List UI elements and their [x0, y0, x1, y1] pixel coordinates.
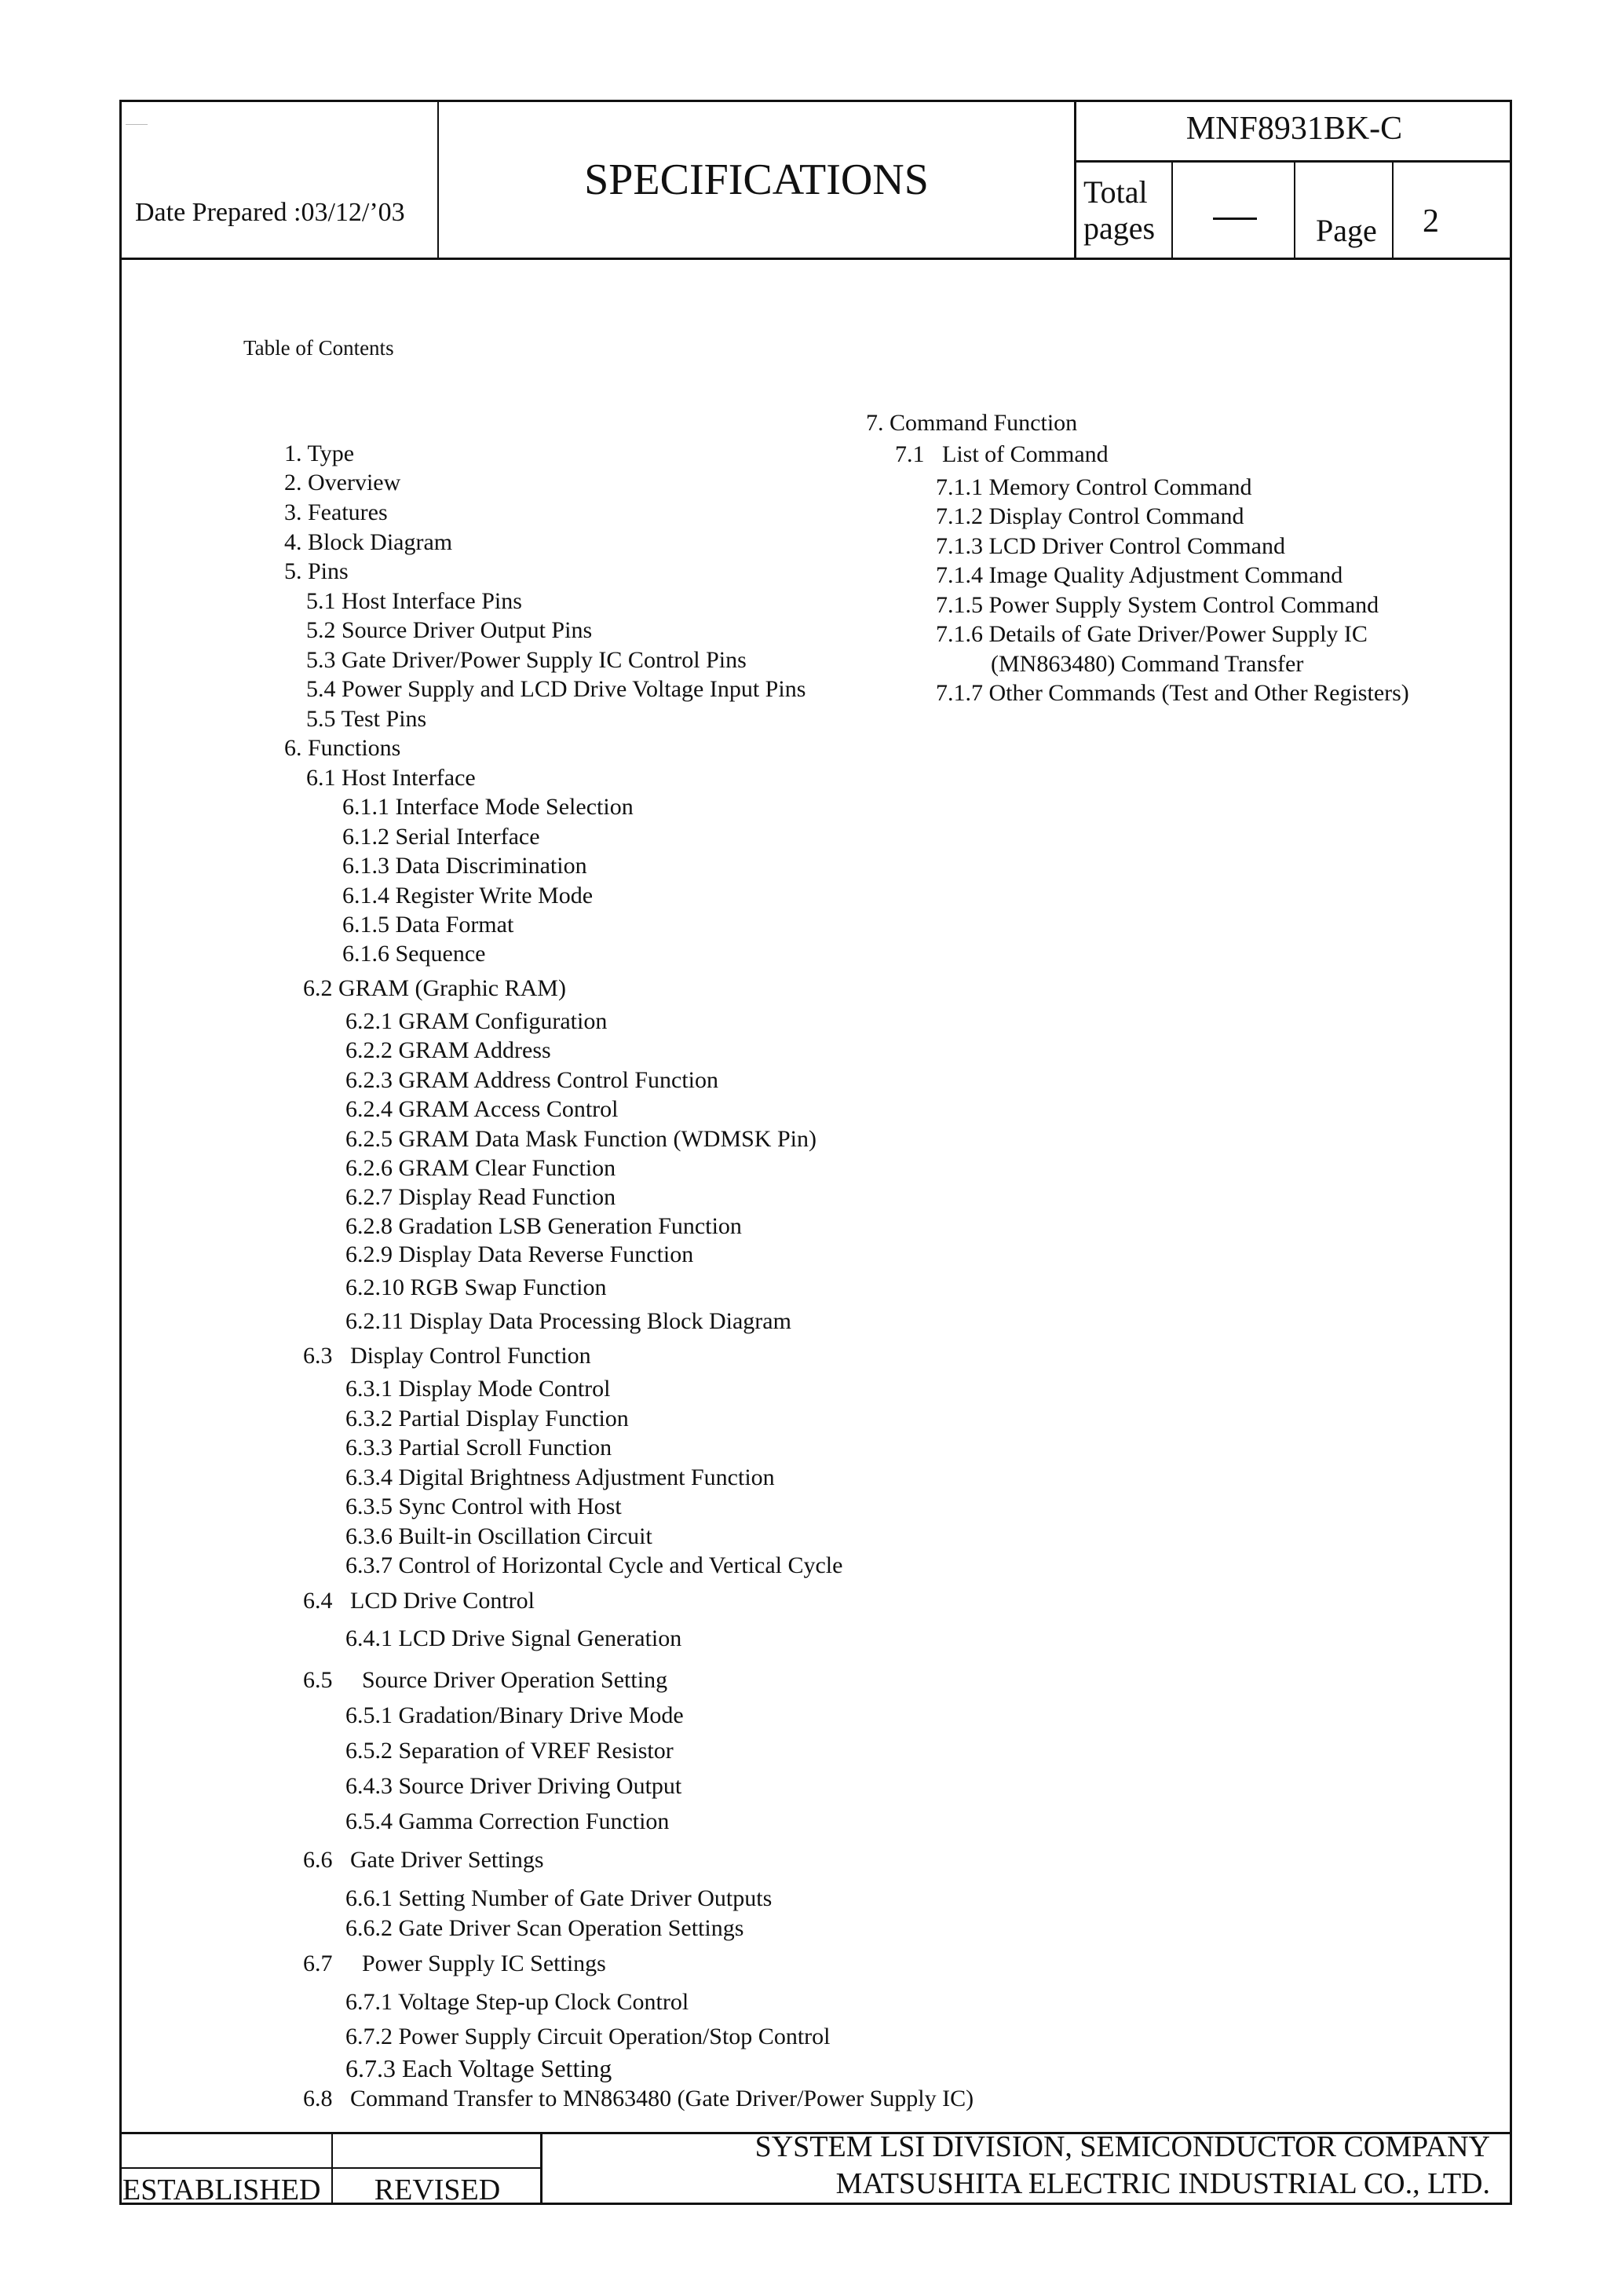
document-number: MNF8931BK-C: [1185, 111, 1403, 147]
toc-item: 3. Features: [284, 499, 388, 525]
toc-item: 7.1.4 Image Quality Adjustment Command: [936, 562, 1343, 588]
footer-divider: [540, 2133, 542, 2203]
toc-item: 5.2 Source Driver Output Pins: [306, 617, 593, 643]
toc-item: 6.2.5 GRAM Data Mask Function (WDMSK Pin): [345, 1126, 816, 1152]
total-pages-label-line2: pages: [1083, 210, 1156, 246]
toc-item: 6.7.3 Each Voltage Setting: [345, 2054, 612, 2082]
total-pages-label-line1: Total: [1083, 174, 1148, 210]
toc-item: 5.5 Test Pins: [306, 706, 427, 732]
toc-item: 6.1 Host Interface: [306, 765, 476, 791]
toc-item: 6.2.3 GRAM Address Control Function: [345, 1067, 719, 1093]
document-title: SPECIFICATIONS: [584, 155, 929, 204]
toc-item: 6.5 Source Driver Operation Setting: [303, 1667, 668, 1693]
toc-item: 7.1.2 Display Control Command: [936, 503, 1244, 529]
toc-item: 7.1.6 Details of Gate Driver/Power Supply IC: [936, 621, 1368, 647]
toc-item: 6.5.4 Gamma Correction Function: [345, 1808, 670, 1834]
toc-item: 6.3.2 Partial Display Function: [345, 1406, 629, 1431]
toc-item: 7.1 List of Command: [895, 441, 1109, 467]
toc-item: 6.2.1 GRAM Configuration: [345, 1008, 608, 1034]
toc-item: (MN863480) Command Transfer: [991, 651, 1304, 677]
toc-item: 7.1.7 Other Commands (Test and Other Registers): [936, 680, 1409, 706]
toc-item: 7.1.3 LCD Driver Control Command: [936, 533, 1285, 559]
toc-item: 6.5.2 Separation of VREF Resistor: [345, 1738, 674, 1764]
toc-item: 6. Functions: [284, 735, 401, 761]
header-divider: [119, 258, 1512, 260]
toc-item: 2. Overview: [284, 470, 401, 495]
toc-item: 5.1 Host Interface Pins: [306, 588, 522, 614]
toc-item: 6.3 Display Control Function: [303, 1343, 591, 1369]
established-label: ESTABLISHED: [122, 2174, 321, 2206]
page-label: Page: [1316, 213, 1377, 248]
toc-item: 6.2.6 GRAM Clear Function: [345, 1155, 616, 1181]
toc-item: 6.2.10 RGB Swap Function: [345, 1274, 607, 1300]
header-mark: [126, 124, 148, 125]
toc-item: 6.3.1 Display Mode Control: [345, 1376, 611, 1402]
header-divider: [1392, 161, 1394, 258]
header-divider: [1171, 161, 1173, 258]
toc-item: 6.1.2 Serial Interface: [342, 824, 540, 850]
toc-item: 6.4 LCD Drive Control: [303, 1588, 535, 1614]
toc-item: 6.6 Gate Driver Settings: [303, 1847, 544, 1873]
toc-item: 6.2 GRAM (Graphic RAM): [303, 975, 566, 1001]
toc-item: 6.2.11 Display Data Processing Block Diagram: [345, 1308, 791, 1334]
revised-label: REVISED: [374, 2174, 501, 2206]
toc-item: 6.3.5 Sync Control with Host: [345, 1493, 622, 1519]
toc-item: 7.1.5 Power Supply System Control Command: [936, 592, 1379, 618]
page-number: 2: [1423, 203, 1439, 239]
total-pages-label: [1083, 174, 1155, 247]
toc-item: 6.7.1 Voltage Step-up Clock Control: [345, 1989, 689, 2015]
toc-item: 6.4.1 LCD Drive Signal Generation: [345, 1625, 682, 1651]
toc-item: 5.4 Power Supply and LCD Drive Voltage Input Pins: [306, 676, 806, 702]
toc-item: 6.2.4 GRAM Access Control: [345, 1096, 619, 1122]
toc-item: 6.7.2 Power Supply Circuit Operation/Stop Control: [345, 2024, 831, 2049]
company-division: SYSTEM LSI DIVISION, SEMICONDUCTOR COMPANY: [754, 2130, 1490, 2163]
toc-item: 6.7 Power Supply IC Settings: [303, 1951, 606, 1976]
total-pages-value: [1213, 218, 1257, 220]
toc-item: 7.1.1 Memory Control Command: [936, 474, 1252, 500]
toc-item: 1. Type: [284, 441, 355, 466]
toc-item: 6.2.7 Display Read Function: [345, 1184, 616, 1210]
toc-item: 6.1.3 Data Discrimination: [342, 853, 587, 879]
toc-item: 5.3 Gate Driver/Power Supply IC Control Pins: [306, 647, 747, 673]
toc-item: 6.3.3 Partial Scroll Function: [345, 1435, 612, 1461]
toc-item: 6.2.8 Gradation LSB Generation Function: [345, 1213, 742, 1239]
toc-item: 6.1.1 Interface Mode Selection: [342, 794, 634, 820]
toc-title: Table of Contents: [243, 336, 394, 360]
toc-item: 6.8 Command Transfer to MN863480 (Gate Driver/Power Supply IC): [303, 2086, 974, 2111]
toc-item: 6.1.5 Data Format: [342, 912, 514, 938]
footer-divider: [331, 2133, 333, 2203]
toc-item: 6.1.6 Sequence: [342, 941, 486, 967]
toc-item: 6.2.2 GRAM Address: [345, 1037, 551, 1063]
header-divider: [1294, 161, 1295, 258]
footer-divider: [119, 2167, 542, 2169]
toc-item: 6.1.4 Register Write Mode: [342, 883, 594, 909]
toc-item: 7. Command Function: [866, 410, 1078, 436]
toc-item: 6.3.4 Digital Brightness Adjustment Function: [345, 1464, 775, 1490]
date-prepared: Date Prepared :03/12/’03: [135, 198, 405, 227]
toc-item: 6.5.1 Gradation/Binary Drive Mode: [345, 1702, 684, 1728]
company-name: MATSUSHITA ELECTRIC INDUSTRIAL CO., LTD.: [835, 2167, 1490, 2200]
toc-item: 6.2.9 Display Data Reverse Function: [345, 1241, 694, 1267]
toc-item: 4. Block Diagram: [284, 529, 453, 555]
toc-item: 5. Pins: [284, 558, 349, 584]
toc-item: 6.6.1 Setting Number of Gate Driver Outputs: [345, 1885, 773, 1911]
toc-item: 6.3.6 Built-in Oscillation Circuit: [345, 1523, 652, 1549]
page-frame: [119, 100, 1512, 2205]
toc-item: 6.3.7 Control of Horizontal Cycle and Vertical Cycle: [345, 1552, 843, 1578]
toc-item: 6.6.2 Gate Driver Scan Operation Settings: [345, 1915, 744, 1941]
toc-item: 6.4.3 Source Driver Driving Output: [345, 1773, 682, 1799]
